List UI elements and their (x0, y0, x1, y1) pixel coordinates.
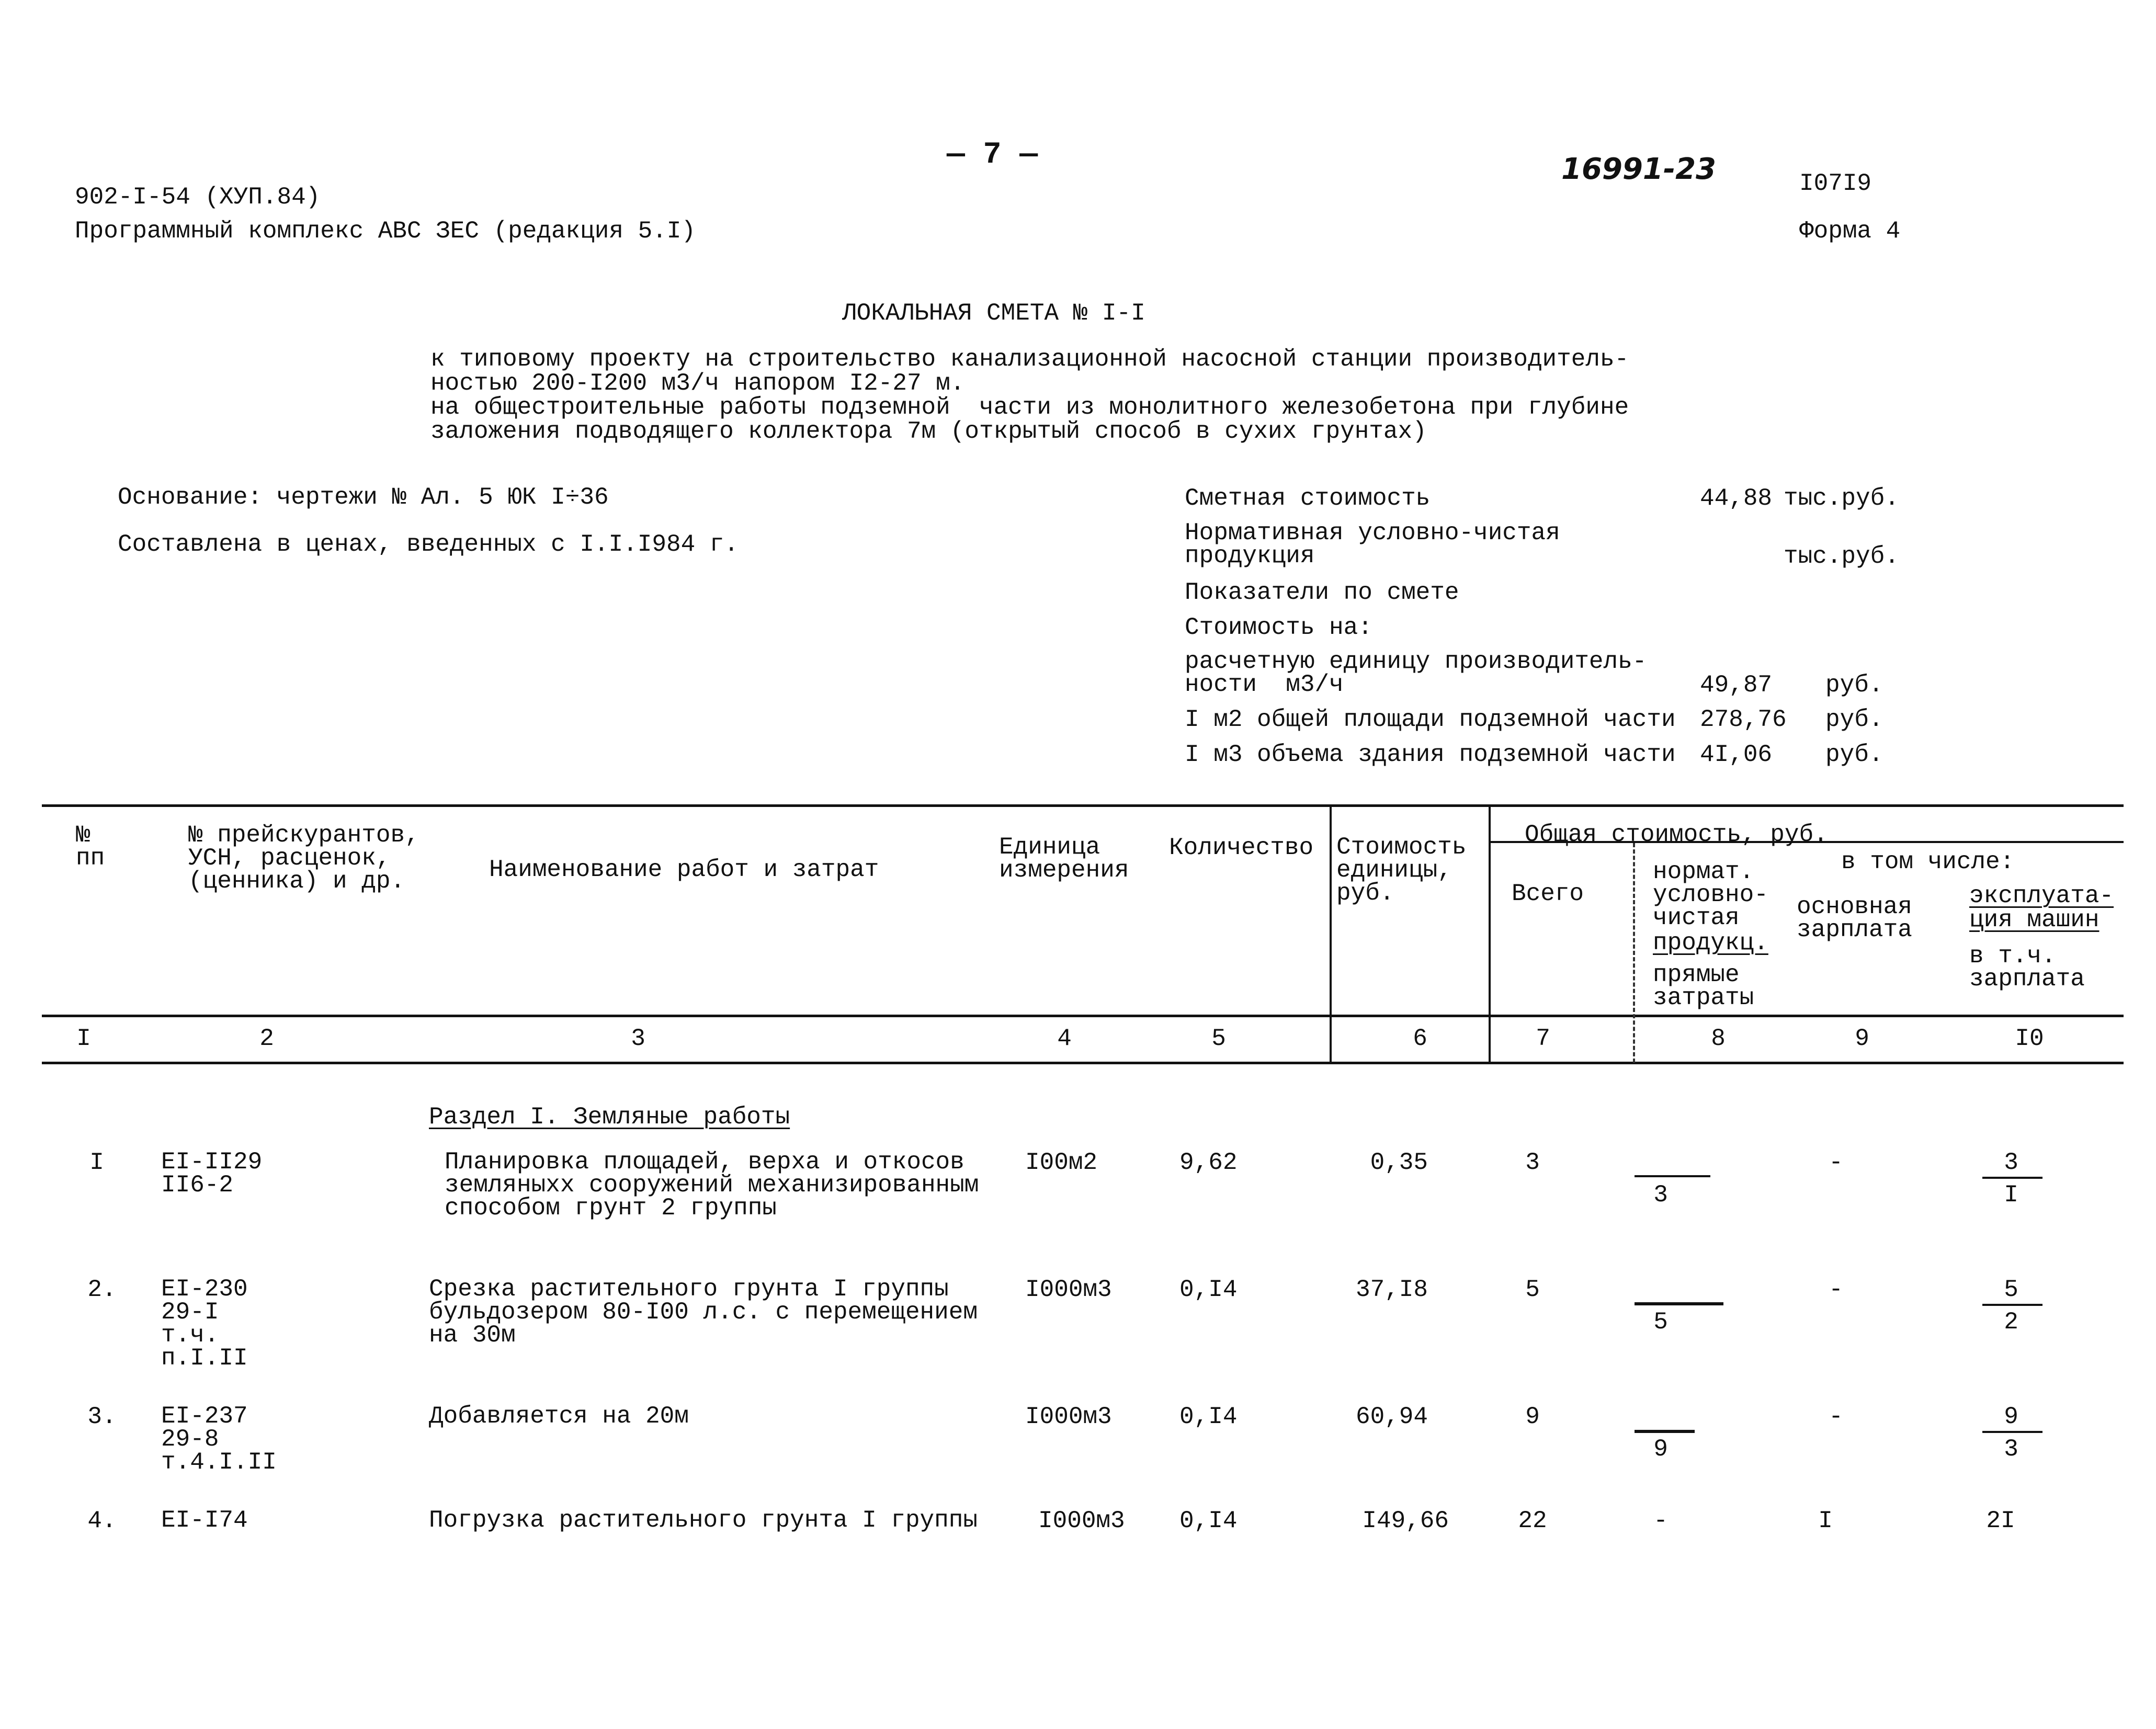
row-unit-cost: I49,66 (1362, 1507, 1449, 1534)
row-unit-cost: 0,35 (1370, 1149, 1428, 1176)
subtitle-line: заложения подводящего коллектора 7м (открытый способ в сухих грунтах) (430, 418, 1427, 445)
form-label: Форма 4 (1799, 218, 1901, 245)
estimated-cost-value: 44,88 (1700, 485, 1773, 512)
cost-on-label: Стоимость на: (1185, 614, 1372, 641)
header-qty: Количество (1169, 834, 1314, 861)
row-unit: I000м3 (1025, 1403, 1112, 1430)
per-m3-label: I м3 объема здания подземной части (1185, 741, 1676, 768)
row-code: EI-230 29-I т.ч. п.I.II (161, 1276, 248, 1372)
net-product-unit: тыс.руб. (1784, 543, 1899, 570)
header-name: Наименование работ и затрат (489, 856, 879, 883)
album-number: I07I9 (1799, 170, 1872, 197)
per-m2-label: I м2 общей площади подземной части (1185, 706, 1676, 733)
row-unit: I000м3 (1025, 1276, 1112, 1303)
row-machines-top: 9 (2004, 1403, 2018, 1430)
basis-prices: Составлена в ценах, введенных с I.I.I984 г. (118, 531, 739, 558)
row-code: EI-II29 II6-2 (161, 1148, 263, 1199)
row-num: 4. (87, 1507, 117, 1534)
column-number: 8 (1711, 1025, 1726, 1052)
subtitle-line: к типовому проекту на строительство канализационной насосной станции производитель- (430, 346, 1629, 373)
row-wages: I (1818, 1507, 1833, 1534)
row-machines-top: 3 (2004, 1149, 2018, 1176)
row-name: Погрузка растительного грунта I группы (429, 1507, 978, 1534)
row-norm-bottom: 3 (1653, 1181, 1668, 1209)
estimate-title: ЛОКАЛЬНАЯ СМЕТА № I-I (842, 300, 1145, 327)
net-product-label: Нормативная условно-чистая продукция (1185, 519, 1560, 570)
subtitle-line: на общестроительные работы подземной части из монолитного железобетона при глубине (430, 394, 1629, 421)
software-name: Программный комплекс АВС ЗЕС (редакция 5.I) (75, 218, 696, 245)
table-top-rule (42, 804, 2124, 807)
row-qty: 0,I4 (1179, 1403, 1238, 1430)
fraction-bar (1635, 1302, 1723, 1305)
page-number: — 7 — (947, 138, 1038, 172)
header-total: Всего (1512, 880, 1584, 907)
row-norm: - (1653, 1507, 1668, 1534)
estimated-cost-label: Сметная стоимость (1185, 485, 1431, 512)
row-machines-bottom: 3 (2004, 1436, 2018, 1463)
column-number: I (76, 1025, 91, 1052)
subtitle-line: ностью 200-I200 м3/ч напором I2-27 м. (430, 370, 965, 397)
header-wages: основная зарплата (1797, 893, 1912, 943)
per-capacity-label: расчетную единицу производитель- ности м3/ч (1185, 648, 1647, 698)
fraction-bar (1635, 1175, 1710, 1177)
handwritten-number: 16991-23 (1561, 152, 1716, 186)
estimated-cost-unit: тыс.руб. (1784, 485, 1899, 512)
column-number: 5 (1211, 1025, 1226, 1052)
column-divider-dashed (1633, 843, 1635, 1063)
row-wages: - (1829, 1149, 1843, 1176)
row-machines-top: 5 (2004, 1276, 2018, 1303)
header-unit-cost: Стоимость единицы, руб. (1336, 834, 1467, 907)
header-bottom-rule (42, 1015, 2124, 1017)
header-num: № пп (76, 822, 105, 872)
indicators-label: Показатели по смете (1185, 579, 1459, 606)
row-num: 3. (87, 1403, 117, 1430)
row-name: Планировка площадей, верха и откосов земляныхх сооружений механизированным способом грунт 2 группы (445, 1148, 979, 1222)
section-title: Раздел I. Земляные работы (429, 1104, 790, 1131)
row-unit-cost: 37,I8 (1355, 1276, 1428, 1303)
per-m2-value: 278,76 (1700, 706, 1787, 733)
header-norm: нормат. условно- чистая (1653, 858, 1768, 931)
row-machines-bottom: 2 (2004, 1309, 2018, 1336)
row-num: 2. (87, 1276, 117, 1303)
row-total: 9 (1525, 1403, 1540, 1430)
row-unit-cost: 60,94 (1355, 1403, 1428, 1430)
column-number: 4 (1057, 1025, 1072, 1052)
per-m3-unit: руб. (1825, 741, 1883, 768)
per-capacity-value: 49,87 (1700, 672, 1773, 699)
column-number: 6 (1413, 1025, 1427, 1052)
row-machines: 2I (1986, 1507, 2015, 1534)
row-qty: 9,62 (1179, 1149, 1238, 1176)
row-wages: - (1829, 1276, 1843, 1303)
per-m3-value: 4I,06 (1700, 741, 1773, 768)
row-unit: I00м2 (1025, 1149, 1098, 1176)
header-norm-product: продукц. (1653, 929, 1768, 957)
row-wages: - (1829, 1403, 1843, 1430)
per-m2-unit: руб. (1825, 706, 1883, 733)
row-norm-bottom: 9 (1653, 1436, 1668, 1463)
fraction-bar (1982, 1304, 2042, 1306)
column-number: 9 (1855, 1025, 1869, 1052)
header-codes: № прейскурантов, УСН, расценок, (ценника) и др. (188, 822, 419, 895)
row-total: 3 (1525, 1149, 1540, 1176)
header-machines-b: ция машин (1969, 906, 2100, 934)
row-name: Добавляется на 20м (429, 1403, 689, 1430)
per-capacity-unit: руб. (1825, 672, 1883, 699)
column-divider (1489, 806, 1491, 1063)
header-machines-a: эксплуата- (1969, 882, 2114, 909)
column-number: 7 (1536, 1025, 1550, 1052)
fraction-bar (1982, 1177, 2042, 1179)
row-total: 22 (1518, 1507, 1547, 1534)
fraction-bar (1982, 1431, 2042, 1433)
column-divider (1330, 806, 1332, 1063)
basis-drawings: Основание: чертежи № Ал. 5 ЮК I÷36 (118, 484, 609, 511)
row-code: EI-I74 (161, 1507, 248, 1534)
fraction-bar (1635, 1430, 1695, 1433)
header-machines-wages: в т.ч. зарплата (1969, 942, 2085, 993)
row-total: 5 (1525, 1276, 1540, 1303)
column-number-rule (42, 1062, 2124, 1064)
row-norm-bottom: 5 (1653, 1309, 1668, 1336)
row-code: EI-237 29-8 т.4.I.II (161, 1403, 277, 1476)
column-number: I0 (2015, 1025, 2044, 1052)
row-machines-bottom: I (2004, 1181, 2018, 1209)
header-total-group: Общая стоимость, руб. (1525, 821, 1828, 848)
row-num: I (89, 1149, 104, 1176)
row-qty: 0,I4 (1179, 1276, 1238, 1303)
estimate-subtitle (430, 347, 1629, 443)
row-unit: I000м3 (1038, 1507, 1125, 1534)
row-name: Срезка растительного грунта I группы бульдозером 80-I00 л.с. с перемещением на 30м (429, 1276, 978, 1349)
header-incl: в том числе: (1841, 848, 2015, 875)
column-number: 3 (631, 1025, 645, 1052)
header-unit: Единица измерения (999, 834, 1129, 884)
row-qty: 0,I4 (1179, 1507, 1238, 1534)
column-number: 2 (259, 1025, 274, 1052)
doc-code: 902-I-54 (ХУП.84) (75, 184, 321, 211)
header-direct-costs: прямые затраты (1653, 961, 1754, 1011)
